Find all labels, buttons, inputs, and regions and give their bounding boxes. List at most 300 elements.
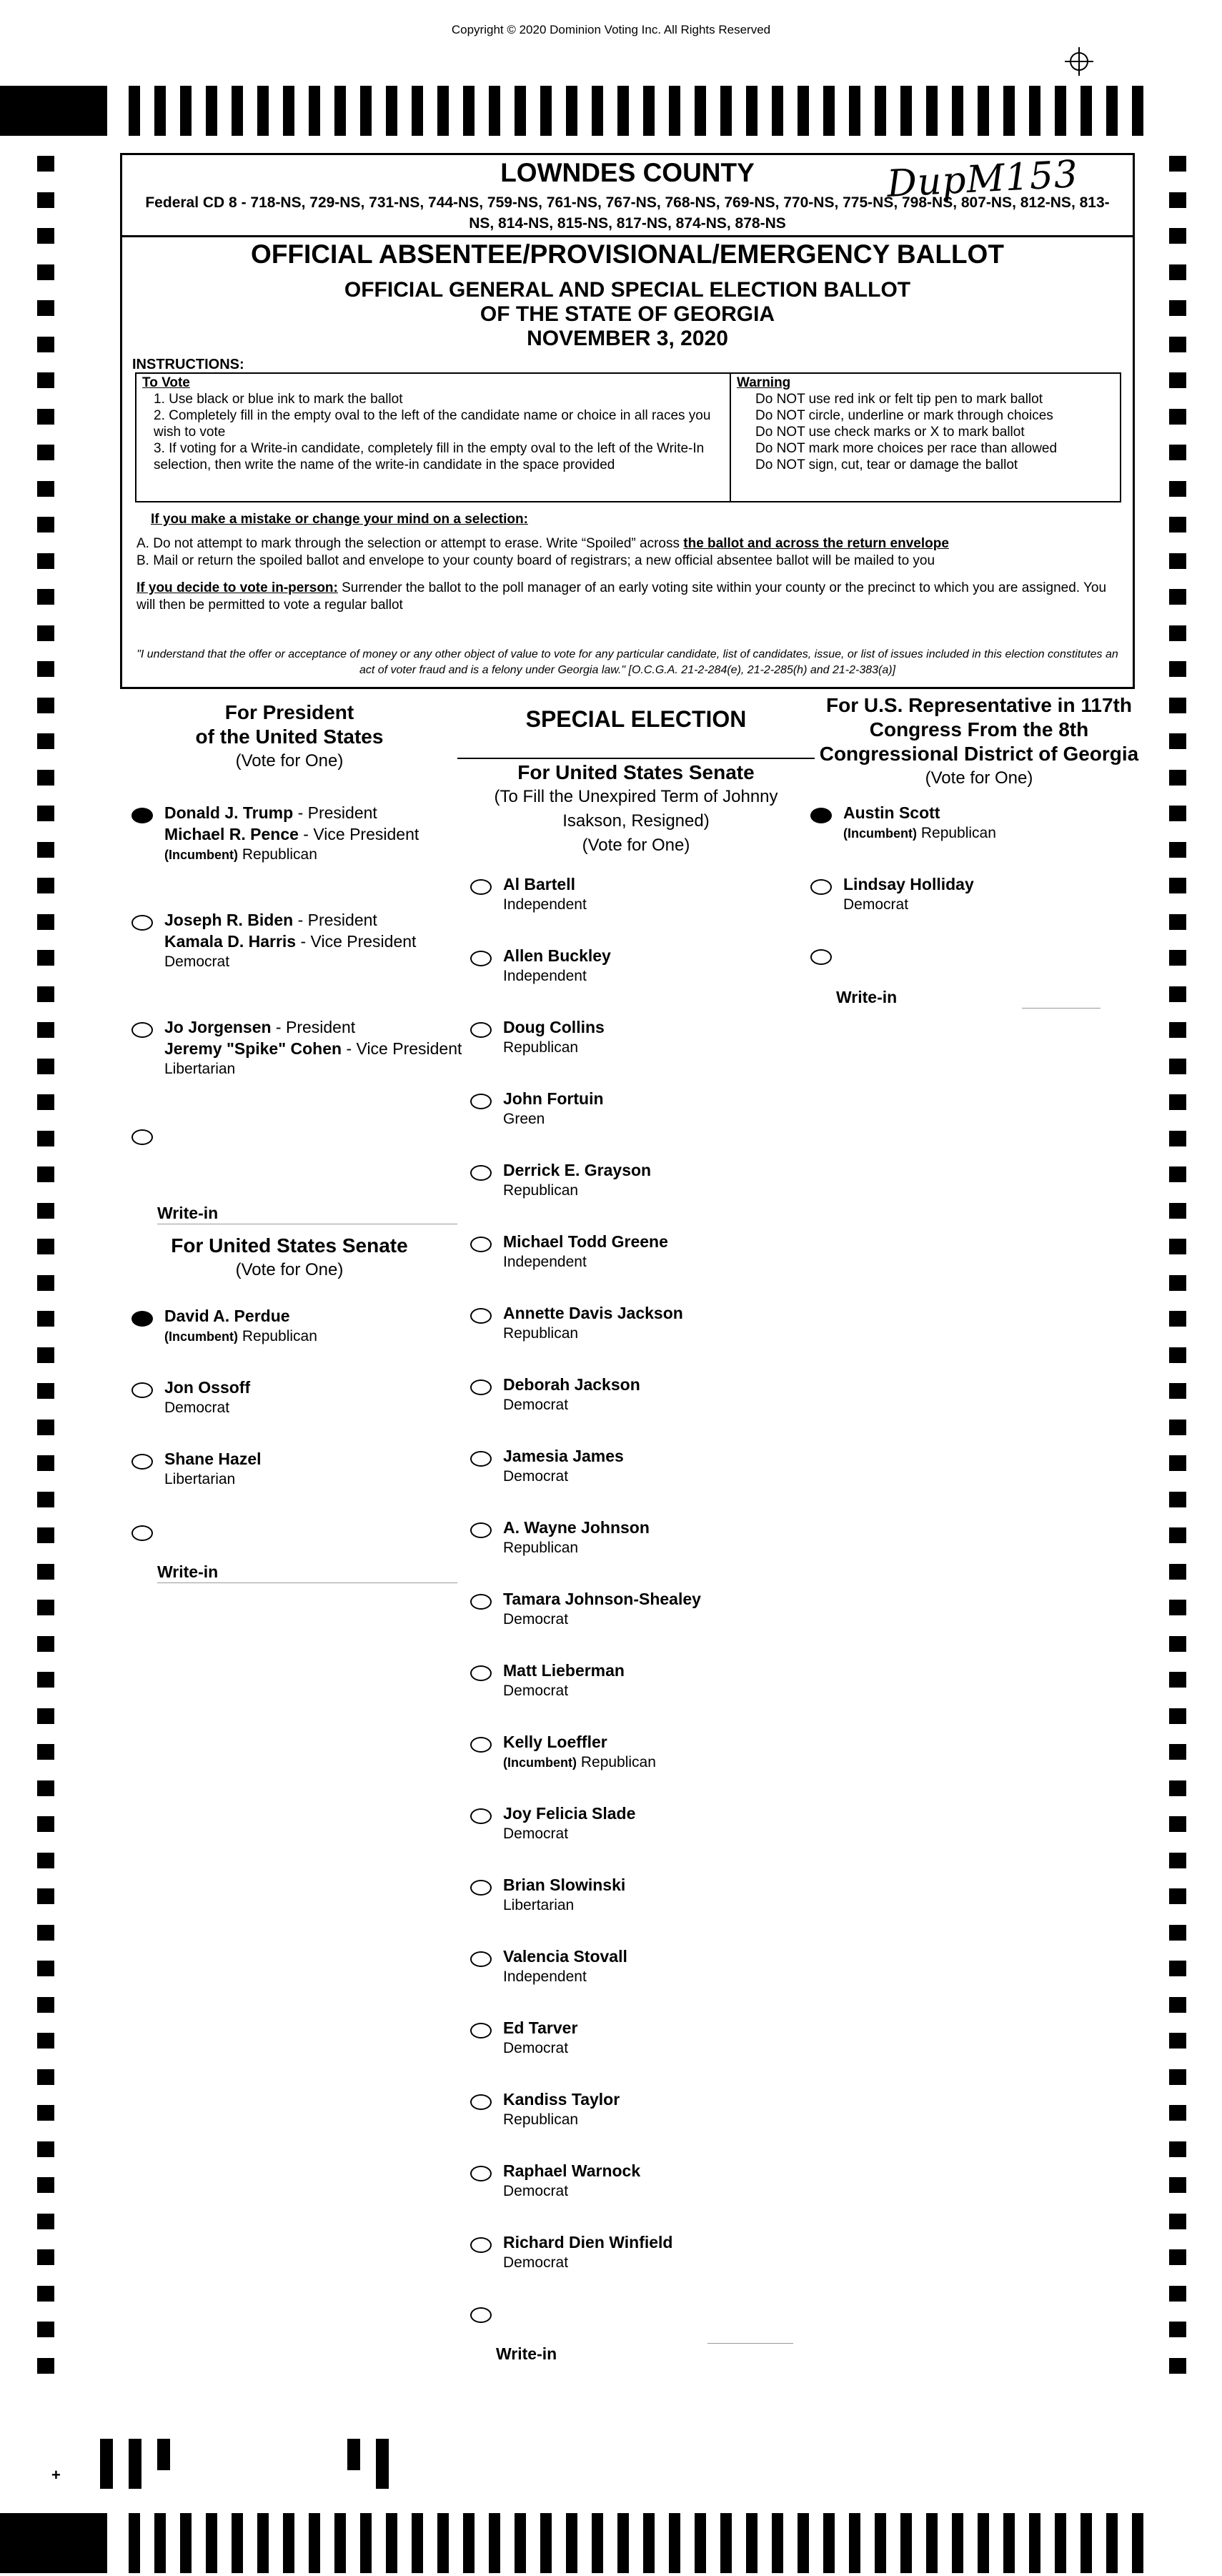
timing-bar [360,86,372,136]
timing-bar [875,2513,886,2573]
vote-oval[interactable] [470,879,492,895]
timing-bar [1106,86,1118,136]
timing-marks-bottom [0,2499,1222,2576]
timing-mark [1169,1059,1186,1074]
vote-oval[interactable] [131,1382,153,1398]
timing-mark [37,2069,54,2085]
timing-bar [257,2513,269,2573]
to-vote-section [142,375,722,473]
timing-mark [37,2249,54,2265]
running-mate-name [164,932,416,951]
timing-mark [1169,661,1186,677]
timing-mark [37,625,54,641]
candidate-name: Matt Lieberman [503,1661,625,1680]
party-label: Democrat [503,1611,569,1628]
timing-bar [515,2513,526,2573]
timing-mark [1169,1166,1186,1182]
timing-bar [1003,86,1015,136]
candidate-name: Kandiss Taylor [503,2090,620,2109]
timing-bar [772,86,783,136]
candidate-party [503,968,587,985]
vote-for-one: (Vote for One) [235,1260,344,1279]
timing-bar [592,2513,603,2573]
writein-oval[interactable] [470,2307,492,2323]
timing-bar [1081,86,1092,136]
timing-mark [37,2286,54,2302]
timing-bar [1003,2513,1015,2573]
president-name: Joseph R. Biden [164,911,294,929]
timing-mark [37,2177,54,2193]
timing-bar [798,86,809,136]
candidate-name: John Fortuin [503,1089,604,1108]
candidate-party [503,2040,568,2057]
timing-bar [695,86,706,136]
timing-bar [746,86,757,136]
timing-bar [849,86,860,136]
timing-mark [37,806,54,821]
timing-bar [798,2513,809,2573]
timing-mark [37,842,54,858]
timing-mark [37,264,54,280]
timing-mark [1169,806,1186,821]
timing-mark [37,589,54,605]
timing-bar [926,2513,938,2573]
timing-bar [669,86,680,136]
writein-label: Write-in [157,1204,219,1222]
timing-mark [37,1275,54,1291]
timing-mark [37,1347,54,1363]
vote-oval[interactable] [470,1737,492,1753]
code-mark [347,2439,360,2470]
timing-bar [154,2513,166,2573]
party-label: Democrat [503,1826,569,1842]
candidate-party [503,1683,568,1700]
timing-bar [695,2513,706,2573]
timing-bar [1081,2513,1092,2573]
code-mark [376,2439,389,2489]
warning-heading: Warning [737,375,791,390]
timing-bar [720,2513,732,2573]
to-vote-step: 3. If voting for a Write-in candidate, completely fill in the empty oval to the left of the Write-In selection, then write the name of the write-in candidate in the space provided [154,441,705,472]
race-subtitle: (To Fill the Unexpired Term of Johnny [494,787,778,806]
vote-oval[interactable] [470,1522,492,1538]
timing-marks-right [1169,156,1186,2400]
timing-mark [37,986,54,1002]
running-mate-name [164,1039,462,1059]
writein-line[interactable] [157,1582,457,1583]
timing-mark [1169,1564,1186,1580]
timing-mark [37,1961,54,1976]
timing-mark [37,2322,54,2337]
timing-mark [1169,1780,1186,1796]
code-mark [157,2439,170,2470]
timing-mark [1169,192,1186,208]
timing-mark [1169,300,1186,316]
candidate-name: Al Bartell [503,875,575,893]
registration-crosshair-icon [1065,47,1093,76]
timing-mark [1169,2214,1186,2229]
timing-mark [1169,1420,1186,1435]
timing-mark [37,372,54,388]
timing-mark [37,1383,54,1399]
timing-mark [37,1203,54,1219]
mistake-heading: If you make a mistake or change your mind on a selection: [151,512,528,527]
vote-oval[interactable] [470,1451,492,1467]
writein-line[interactable] [707,2343,793,2344]
vote-oval[interactable] [470,2237,492,2253]
role: - Vice President [298,825,419,843]
timing-bar [900,86,912,136]
candidate-name: Michael Todd Greene [503,1232,668,1251]
vote-oval[interactable] [131,1454,153,1470]
party-label: Republican [503,1540,579,1556]
timing-bar [232,86,243,136]
writein-label: Write-in [157,1562,219,1581]
candidate-party: Democrat [164,1400,230,1416]
party-label: Republican [920,825,996,841]
timing-bar [875,86,886,136]
candidate-party [503,1611,568,1628]
candidate-party [503,1111,545,1128]
timing-bar [463,2513,475,2573]
vote-oval[interactable] [470,2166,492,2181]
party-label: Republican [580,1754,656,1770]
timing-mark [37,481,54,497]
party-label: Republican [242,846,317,863]
vote-oval[interactable] [470,1594,492,1610]
vote-oval[interactable] [470,1808,492,1824]
timing-mark [1169,553,1186,569]
party-label: Republican [242,1328,317,1344]
vote-for-one: (Vote for One) [235,751,344,771]
timing-bar [437,86,449,136]
timing-bar [257,86,269,136]
timing-mark [1169,1816,1186,1832]
timing-mark [37,950,54,966]
incumbent-label: (Incumbent) [843,826,917,841]
timing-bar [540,86,552,136]
writein-oval[interactable] [810,949,832,965]
timing-bar [360,2513,372,2573]
timing-bar [206,86,217,136]
timing-bar [978,2513,989,2573]
candidate-party [164,846,317,863]
vote-oval[interactable] [810,879,832,895]
special-senate-race-header [457,761,815,858]
ballot-header [120,153,1135,689]
timing-mark [1169,733,1186,749]
divider [122,235,1133,237]
mistake-step-a: A. Do not attempt to mark through the selection or attempt to erase. Write “Spoiled” across [136,536,684,551]
timing-bar [540,2513,552,2573]
vote-oval[interactable] [470,1880,492,1896]
timing-bar [772,2513,783,2573]
party-label: Democrat [503,2254,569,2271]
vote-oval[interactable] [470,1665,492,1681]
timing-bar [643,2513,655,2573]
timing-mark [1169,2322,1186,2337]
vote-oval[interactable] [810,808,832,823]
party-label: Independent [503,896,587,913]
timing-mark [1169,2358,1186,2374]
timing-mark [37,1455,54,1471]
timing-bar [386,86,397,136]
to-vote-step: 2. Completely fill in the empty oval to the left of the candidate name or choice in all races you wish to vote [154,408,711,440]
role: - President [293,911,377,929]
candidate-name: Brian Slowinski [503,1876,626,1894]
timing-mark [37,1492,54,1507]
candidate-party [503,1039,578,1056]
warning-section [737,375,1116,473]
timing-mark [37,337,54,352]
vote-oval[interactable] [470,1379,492,1395]
timing-mark [37,1600,54,1615]
timing-bar [720,86,732,136]
timing-mark [1169,228,1186,244]
vote-oval[interactable] [131,808,153,823]
vp-name: Michael R. Pence [164,825,299,843]
timing-bar [206,2513,217,2573]
timing-bar [232,2513,243,2573]
timing-bar [154,86,166,136]
timing-mark [37,1059,54,1074]
role: - Vice President [296,932,417,951]
candidate-name: Annette Davis Jackson [503,1304,683,1322]
timing-marks-left [37,156,54,2400]
code-mark [129,2439,141,2489]
timing-bar [1029,2513,1040,2573]
president-name: Donald J. Trump [164,803,294,822]
timing-mark [37,445,54,460]
vote-oval[interactable] [470,1951,492,1967]
candidate-party: Libertarian [164,1471,236,1487]
vote-oval[interactable] [131,1022,153,1038]
race-title: Congressional District of Georgia [819,743,1139,765]
candidate-party [503,1254,587,1271]
warning-item: Do NOT sign, cut, tear or damage the ballot [755,457,1018,472]
role: - President [293,803,377,822]
warning-item: Do NOT mark more choices per race than allowed [755,441,1058,456]
vote-oval[interactable] [470,1022,492,1038]
candidate-name: Doug Collins [503,1018,605,1036]
timing-mark [1169,1347,1186,1363]
role: - Vice President [342,1039,462,1058]
vote-oval[interactable] [470,1165,492,1181]
party-label: Republican [503,1182,579,1199]
vote-oval[interactable] [470,2023,492,2038]
vp-name: Jeremy "Spike" Cohen [164,1039,342,1058]
timing-bar [978,86,989,136]
candidate-name: David A. Perdue [164,1307,290,1325]
timing-mark [1169,1636,1186,1652]
vote-oval[interactable] [131,915,153,931]
senate-race-header [121,1234,457,1282]
timing-bar [412,2513,423,2573]
county-name: LOWNDES COUNTY [500,158,755,187]
timing-mark [1169,1203,1186,1219]
timing-mark [37,1853,54,1868]
timing-mark [1169,1455,1186,1471]
timing-mark [1169,770,1186,786]
timing-mark [1169,2286,1186,2302]
timing-mark [37,1925,54,1941]
timing-mark [1169,156,1186,172]
race-title: For United States Senate [171,1234,408,1257]
timing-mark [37,1239,54,1254]
candidate-party: Libertarian [164,1061,236,1077]
timing-mark [1169,1672,1186,1688]
vote-oval[interactable] [470,1094,492,1109]
candidate-name: Joy Felicia Slade [503,1804,636,1823]
timing-mark [37,1708,54,1724]
timing-mark [1169,1383,1186,1399]
timing-mark [1169,1527,1186,1543]
timing-mark [37,1816,54,1832]
divider [730,374,731,501]
timing-mark [1169,842,1186,858]
timing-bar [617,2513,629,2573]
timing-mark [37,228,54,244]
timing-bar [592,86,603,136]
writein-label: Write-in [496,2344,557,2363]
race-subtitle: Isakson, Resigned) [562,811,710,831]
vote-oval[interactable] [470,1308,492,1324]
timing-bar [746,2513,757,2573]
timing-bar [952,2513,963,2573]
writein-label: Write-in [836,988,898,1006]
to-vote-heading: To Vote [142,375,190,390]
timing-bar [309,2513,320,2573]
candidate-party: Democrat [164,953,230,970]
candidate-party [503,1540,578,1557]
timing-mark [1169,1131,1186,1146]
timing-mark [1169,878,1186,893]
timing-mark [37,1997,54,2013]
vote-for-one: (Vote for One) [582,836,690,855]
race-title: For United States Senate [517,761,755,783]
incumbent-label: (Incumbent) [164,848,238,862]
party-label: Democrat [503,2183,569,2199]
timing-bar [566,86,577,136]
vote-oval[interactable] [470,1237,492,1252]
party-label: Libertarian [503,1897,575,1913]
party-label: Republican [503,1039,579,1056]
candidate-name: Shane Hazel [164,1450,262,1468]
candidate-name: Raphael Warnock [503,2161,641,2180]
timing-mark [1169,1925,1186,1941]
timing-bar [849,2513,860,2573]
timing-bar [617,86,629,136]
timing-mark [37,2141,54,2157]
timing-mark [1169,986,1186,1002]
warning-item: Do NOT use check marks or X to mark ballot [755,425,1025,440]
mistake-instructions [136,511,1118,614]
timing-mark [1169,1492,1186,1507]
timing-mark [1169,1744,1186,1760]
running-mate-name [164,825,419,844]
warning-item: Do NOT use red ink or felt tip pen to mark ballot [755,392,1043,407]
timing-bar [900,2513,912,2573]
candidate-name: Kelly Loeffler [503,1733,607,1751]
writein-oval[interactable] [131,1525,153,1541]
candidate-name: Allen Buckley [503,946,611,965]
timing-mark [37,1744,54,1760]
timing-mark [37,1780,54,1796]
timing-bar [643,86,655,136]
candidate-name: Austin Scott [843,803,940,822]
timing-mark [37,1420,54,1435]
timing-bar [180,2513,192,2573]
vote-oval[interactable] [131,1311,153,1327]
candidate-party [503,1968,587,1986]
timing-bar [129,2513,140,2573]
candidate-party [503,2183,568,2200]
timing-marks-top [0,83,1222,139]
timing-mark [37,1131,54,1146]
timing-bar [463,86,475,136]
timing-bar [1055,86,1066,136]
party-label: Democrat [503,1468,569,1485]
timing-mark [37,2214,54,2229]
handwritten-note: DupM153 [885,153,1080,206]
timing-bar [283,86,294,136]
timing-bar [334,2513,346,2573]
writein-oval[interactable] [131,1129,153,1145]
vote-oval[interactable] [470,2094,492,2110]
candidate-name: Lindsay Holliday [843,875,974,893]
timing-mark [1169,1961,1186,1976]
role: - President [271,1018,356,1036]
writein-line[interactable] [1022,1008,1101,1009]
timing-mark [37,1311,54,1327]
candidate-party [503,1325,578,1342]
candidate-name: Jamesia James [503,1447,624,1465]
timing-mark [1169,337,1186,352]
timing-mark [1169,589,1186,605]
candidate-party [503,896,587,913]
timing-bar [1106,2513,1118,2573]
timing-mark [1169,2105,1186,2121]
timing-bar [1132,86,1143,136]
party-label: Independent [503,1254,587,1270]
timing-mark [37,733,54,749]
vote-oval[interactable] [470,951,492,966]
timing-mark [37,553,54,569]
party-label: Democrat [503,1397,569,1413]
house-race-header [808,693,1151,791]
timing-block [0,86,107,136]
timing-bar [334,86,346,136]
candidate-party [164,1328,317,1345]
timing-mark [1169,1094,1186,1110]
timing-mark [1169,1311,1186,1327]
timing-mark [37,770,54,786]
timing-mark [37,1564,54,1580]
candidate-party [843,825,996,842]
candidate-party [503,1754,656,1771]
timing-mark [37,409,54,425]
race-title: of the United States [195,725,384,748]
warning-item: Do NOT circle, underline or mark through choices [755,408,1053,423]
timing-mark [1169,409,1186,425]
subtitle-line-2: OF THE STATE OF GEORGIA [480,302,775,326]
timing-bar [129,86,140,136]
timing-mark [1169,2033,1186,2049]
timing-bar [309,86,320,136]
timing-mark [1169,698,1186,713]
candidate-name [164,1018,355,1037]
timing-mark [1169,264,1186,280]
